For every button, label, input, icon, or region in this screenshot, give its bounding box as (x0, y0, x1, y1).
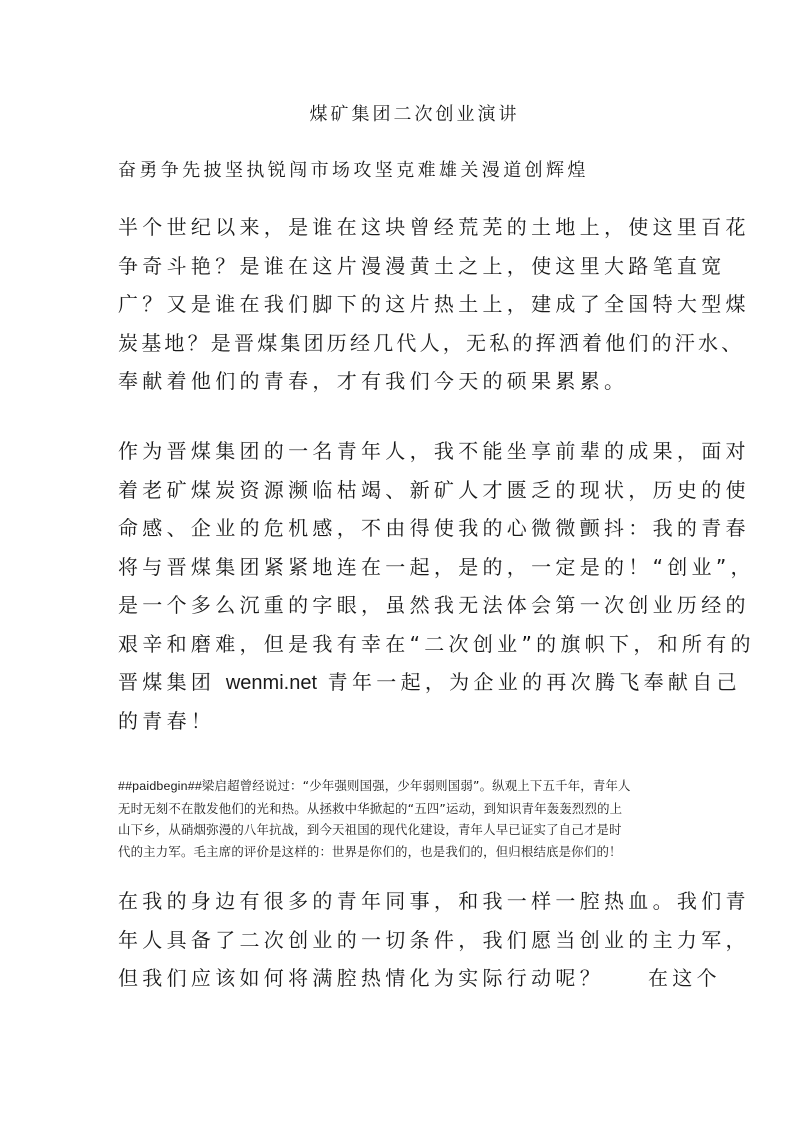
text-line: 奉献着他们的青春，才有我们今天的硕果累累。 (118, 369, 629, 393)
document-subtitle: 奋勇争先披坚执锐闯市场攻坚克难雄关漫道创辉煌 (118, 160, 589, 181)
text-line: 山下乡，从硝烟弥漫的八年抗战，到今天祖国的现代化建设，青年人早已证实了自己才是时 (118, 822, 622, 837)
text-line (118, 959, 721, 998)
text-line: 广？又是谁在我们脚下的这片热土上，建成了全国特大型煤 (118, 292, 750, 316)
text-line: 作为晋煤集团的一名青年人，我不能坐享前辈的成果，面对 (118, 439, 750, 463)
text-segment: 青年一起，为企业的再次腾飞奉献自己 (317, 670, 741, 694)
text-line: 是一个多么沉重的字眼，虽然我无法体会第一次创业历经的 (118, 593, 750, 617)
text-line: 命感、企业的危机感，不由得使我的心微微颤抖：我的青春 (118, 516, 750, 540)
text-line: 代的主力军。毛主席的评价是这样的：世界是你们的，也是我们的，但归根结底是你们的！ (118, 843, 622, 859)
text-line: 将与晋煤集团紧紧地连在一起，是的，一定是的！“创业”， (118, 554, 755, 579)
paragraph-1 (118, 208, 750, 401)
text-segment: 在这个 (648, 966, 721, 990)
text-segment: 但我们应该如何将满腔热情化为实际行动呢？ (118, 966, 604, 990)
text-line: 争奇斗艳？是谁在这片漫漫黄土之上，使这里大路笔直宽 (118, 253, 726, 278)
text-line: 炭基地？是晋煤集团历经几代人，无私的挥洒着他们的汗水、 (118, 330, 745, 355)
text-line (118, 775, 678, 798)
text-line (118, 663, 741, 702)
text-line: 在我的身边有很多的青年同事，和我一样一腔热血。我们青 (118, 889, 750, 913)
text-segment: 晋煤集团 (118, 670, 226, 694)
text-line: 的青春！ (118, 708, 216, 733)
text-line: 半个世纪以来，是谁在这块曾经荒芜的土地上，使这里百花 (118, 215, 750, 239)
paragraph-2 (118, 432, 755, 740)
text-segment: 梁启超曾经说过：“少年强则国强，少年弱则国弱”。纵观上下五千年，青年人 (201, 778, 631, 793)
text-line: 着老矿煤炭资源濒临枯竭、新矿人才匮乏的现状，历史的使 (118, 477, 750, 502)
website-link-text: wenmi.net (225, 672, 318, 694)
document-title: 煤矿集团二次创业演讲 (309, 104, 520, 125)
paragraph-3 (118, 882, 750, 998)
paid-marker: ##paidbegin## (118, 779, 202, 793)
text-line: 艰辛和磨难，但是我有幸在“二次创业”的旗帜下，和所有的 (118, 631, 755, 656)
text-line: 无时无刻不在散发他们的光和热。从拯救中华掀起的“五四”运动，到知识青年轰轰烈烈的上 (118, 800, 623, 816)
text-line: 年人具备了二次创业的一切条件，我们愿当创业的主力军， (118, 927, 750, 952)
paid-section (118, 775, 678, 862)
